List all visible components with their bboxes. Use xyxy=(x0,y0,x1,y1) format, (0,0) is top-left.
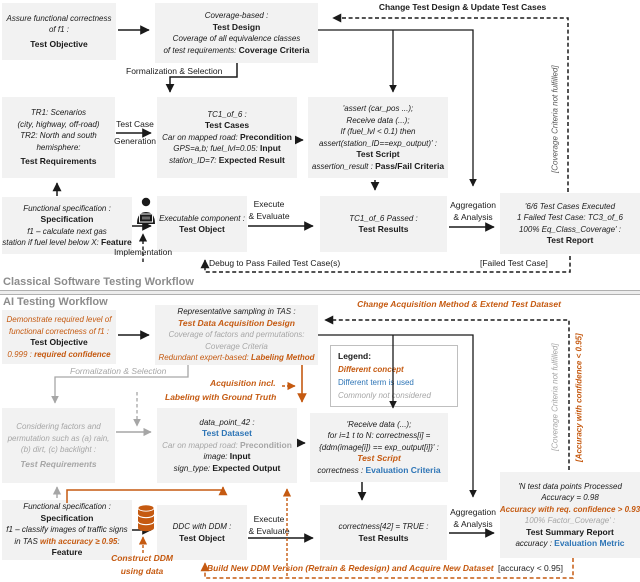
box-line: 100% Factor_Coverage' : xyxy=(524,516,616,525)
ai-formalization-selection-label: Formalization & Selection xyxy=(70,366,167,376)
box-line: 0.999 : required confidence xyxy=(7,349,111,359)
term-label: Test Summary Report xyxy=(526,526,614,537)
term-label: Test Results xyxy=(358,224,409,234)
ai-aggregation-analysis-label: & Analysis xyxy=(453,519,493,529)
execute-evaluate-label: Execute xyxy=(253,199,285,209)
term-label: Test Object xyxy=(179,532,225,543)
term-label: Test Data Acquisition Design xyxy=(178,317,295,328)
box-line: {ddm(image[i]) == exp_output[i]}' : xyxy=(319,442,439,452)
test-case-generation-label: Test Case xyxy=(116,119,154,129)
box-line: Representative sampling in TAS : xyxy=(177,307,296,317)
ai-execute-evaluate-label: Execute xyxy=(253,514,285,524)
accuracy-low-label: [accuracy < 0.95] xyxy=(498,563,563,573)
classical-test-script-box xyxy=(308,97,448,178)
box-line: sign_type: Expected Output xyxy=(173,462,281,473)
box-line: 'N test data points Processed xyxy=(518,481,622,491)
legend-different-term: Different term is used xyxy=(338,378,414,387)
execute-evaluate-label: & Evaluate xyxy=(248,211,290,221)
box-line: f1 – calculate next gas xyxy=(27,226,107,236)
debug-loop-label: Debug to Pass Failed Test Case(s) xyxy=(209,258,341,268)
term-label: Test Objective xyxy=(30,38,88,49)
term-label: Test Cases xyxy=(204,120,250,131)
term-label: Test Requirements xyxy=(20,458,97,469)
ai-aggregation-analysis-label: Aggregation xyxy=(450,507,496,517)
box-line: '6/6 Test Cases Executed xyxy=(524,201,616,211)
acquisition-labeling-label: Acquisition incl. xyxy=(210,378,276,388)
classical-test-results-box xyxy=(320,196,447,252)
legend-box xyxy=(330,345,458,407)
failed-test-case-label: [Failed Test Case] xyxy=(480,258,548,268)
implementation-label: Implementation xyxy=(113,247,173,257)
coverage-not-fulfilled-label: [Coverage Criteria not fulfilled] xyxy=(550,65,560,174)
classical-test-report-box xyxy=(500,193,640,254)
box-line: correctness[42] = TRUE : xyxy=(338,522,429,531)
box-line: DDC with DDM : xyxy=(172,522,232,531)
box-line: 1 Failed Test Case: TC3_of_6 xyxy=(517,213,623,222)
box-line: assert(station_ID==exp_output)' : xyxy=(318,138,438,148)
box-line: TC1_of_6 Passed : xyxy=(349,213,418,223)
classical-section-title: Classical Software Testing Workflow xyxy=(3,276,194,288)
construct-ddm-label: using data xyxy=(120,566,164,576)
section-divider xyxy=(0,290,640,295)
box-line: in TAS with accuracy ≥ 0.95: xyxy=(14,536,120,546)
legend-not-considered: Commonly not considered xyxy=(338,391,431,400)
aggregation-analysis-label: & Analysis xyxy=(453,212,493,222)
box-line: for i=1 t to N: correctness[i] = xyxy=(327,431,431,441)
box-line: data_point_42 : xyxy=(199,417,255,427)
box-line: 'assert (car_pos ...); xyxy=(342,104,414,113)
change-test-design-loop-label: Change Test Design & Update Test Cases xyxy=(378,2,547,12)
acquisition-labeling-label: Labeling with Ground Truth xyxy=(165,392,277,402)
ai-test-object-box xyxy=(157,505,247,560)
term-label: Test Results xyxy=(358,532,409,543)
term-label: Specification xyxy=(40,214,94,224)
box-line: 100% Eq_Class_Coverage' : xyxy=(518,224,622,234)
term-label: Test Design xyxy=(212,21,261,32)
construct-ddm-label: Construct DDM xyxy=(111,553,173,563)
box-line: Feature xyxy=(51,547,83,558)
ai-test-results-box xyxy=(320,505,447,560)
term-label: Specification xyxy=(40,512,94,523)
term-label: Test Requirements xyxy=(20,156,97,167)
box-line: station_ID=7: Expected Result xyxy=(169,154,285,165)
ai-acquisition-design-box xyxy=(155,305,318,365)
classical-specification-box xyxy=(2,197,132,254)
classical-test-cases-box xyxy=(157,97,297,178)
box-line: Accuracy with req. confidence > 0.93 xyxy=(499,504,640,514)
ai-test-summary-report-box xyxy=(500,472,640,558)
ai-section-title: AI Testing Workflow xyxy=(3,296,108,308)
classical-test-object-box xyxy=(157,196,247,252)
box-line: permutation such as (a) rain, xyxy=(7,433,110,443)
ai-test-requirements-box xyxy=(2,408,115,483)
box-line: functional correctness of f1 : xyxy=(8,326,110,336)
box-line: (city, highway, off-road) xyxy=(17,119,100,129)
box-line: Car on mapped road: Precondition xyxy=(162,131,292,142)
box-line: Coverage-based : xyxy=(204,11,269,20)
formalization-selection-label: Formalization & Selection xyxy=(126,66,223,76)
box-line: hemisphere: xyxy=(36,142,81,152)
box-line: Functional specification : xyxy=(23,502,111,512)
ai-specification-box xyxy=(2,500,132,560)
box-line: Coverage of factors and permutations: xyxy=(168,330,305,340)
term-label: Test Object xyxy=(179,224,225,234)
box-line: of test requirements: Coverage Criteria xyxy=(163,44,310,55)
ai-accuracy-confidence-label: [Accuracy with confidence < 0.95] xyxy=(574,333,584,462)
box-line: Considering factors and xyxy=(16,422,101,431)
rebuild-ddm-loop-label: Build New DDM Version (Retrain & Redesign) and Acquire New Dataset xyxy=(207,563,494,573)
ai-coverage-not-fulfilled-label: [Coverage Criteria not fulfilled] xyxy=(550,343,560,452)
box-line: Executable component : xyxy=(159,213,245,223)
classical-test-requirements-box xyxy=(2,97,115,178)
classical-test-objective-box xyxy=(2,3,116,60)
box-line: TR2: North and south xyxy=(20,131,97,141)
box-line: If (fuel_lvl < 0.1) then xyxy=(340,127,416,136)
ai-execute-evaluate-label: & Evaluate xyxy=(248,526,290,536)
box-line: Accuracy = 0.98 xyxy=(541,493,599,502)
ai-test-script-box xyxy=(310,413,448,482)
box-line: f1 – classify images of traffic signs xyxy=(6,525,128,535)
term-label: Test Script xyxy=(357,453,401,464)
box-line: Car on mapped road: Precondition xyxy=(162,439,292,450)
aggregation-analysis-label: Aggregation xyxy=(450,200,496,210)
change-acquisition-loop-label: Change Acquisition Method & Extend Test Dataset xyxy=(357,299,561,309)
ai-test-dataset-box xyxy=(157,408,297,483)
classical-test-design-box xyxy=(155,3,318,63)
box-line: TR1: Scenarios xyxy=(30,108,87,118)
box-line: accuracy : Evaluation Metric xyxy=(515,538,625,548)
box-line: correctness : Evaluation Criteria xyxy=(317,464,441,475)
box-line: assertion_result : Pass/Fail Criteria xyxy=(311,160,445,171)
term-label: Test Objective xyxy=(30,337,88,347)
legend-different-concept: Different concept xyxy=(338,365,404,374)
box-line: (b) dirt, (c) backlight : xyxy=(20,445,97,454)
box-line: Assure functional correctness xyxy=(6,13,112,23)
term-label: Test Script xyxy=(356,149,400,159)
box-line: Coverage of all equivalence classes xyxy=(172,34,301,43)
box-line: image: Input xyxy=(203,451,251,462)
database-icon xyxy=(138,505,154,531)
box-line: Demonstrate required level of xyxy=(6,315,112,324)
box-line: Functional specification : xyxy=(23,203,111,213)
box-line: TC1_of_6 : xyxy=(207,109,247,119)
box-line: 'Receive data (...); xyxy=(346,419,412,429)
box-line: Coverage Criteria xyxy=(205,341,268,351)
developer-at-laptop-icon xyxy=(137,198,155,224)
box-line: GPS=a,b; fuel_lvl=0.05: Input xyxy=(173,143,281,154)
test-case-generation-label: Generation xyxy=(113,136,157,146)
legend-title: Legend: xyxy=(338,351,372,361)
ai-test-objective-box xyxy=(2,310,116,364)
box-line: of f1 : xyxy=(48,25,69,35)
box-line: Receive data (...); xyxy=(346,115,410,125)
term-label: Test Report xyxy=(546,235,594,245)
box-line: Redundant expert-based: Labeling Method xyxy=(158,353,315,363)
box-line: station if fuel level below X: Feature xyxy=(2,237,132,247)
term-label: Test Dataset xyxy=(202,428,252,439)
